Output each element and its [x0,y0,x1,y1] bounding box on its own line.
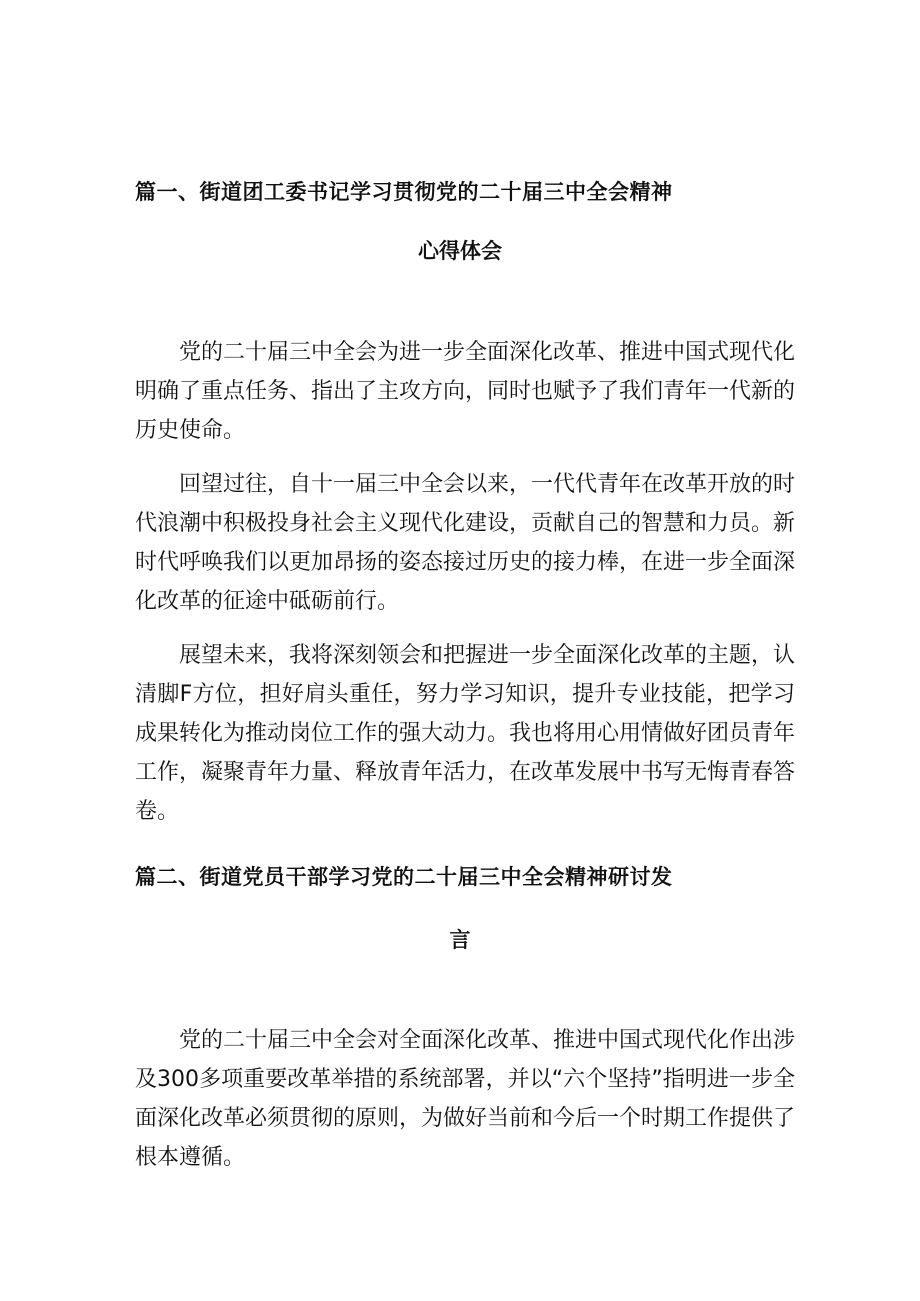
section2-heading: 篇二、街道党员干部学习党的二十届三中全会精神研讨发 [135,865,673,889]
section2-paragraph-1: 党的二十届三中全会对全面深化改革、推进中国式现代化作出涉及300多项重要改革举措的系统部署，并以“六个坚持”指明进一步全面深化改革必须贯彻的原则，为做好当前和今后一个时期工作提供了根本遵循。 [135,1028,796,1170]
section1-paragraph-1: 党的二十届三中全会为进一步全面深化改革、推进中国式现代化明确了重点任务、指出了主攻方向，同时也赋予了我们青年一代新的历史使命。 [135,340,796,443]
section1-heading: 篇一、街道团工委书记学习贯彻党的二十届三中全会精神 [135,180,673,204]
section1-paragraph-3: 展望未来，我将深刻领会和把握进一步全面深化改革的主题，认清脚F方位，担好肩头重任，努力学习知识，提升专业技能，把学习成果转化为推动岗位工作的强大动力。我也将用心用情做好团员青年工作，凝聚青年力量、释放青年活力，在改革发展中书写无悔青春答卷。 [135,643,796,824]
section2-heading-continuation: 言 [449,928,471,952]
section1-heading-continuation: 心得体会 [418,239,502,263]
section1-paragraph-2: 回望过往，自十一届三中全会以来，一代代青年在改革开放的时代浪潮中积极投身社会主义现代化建设，贡献自己的智慧和力员。新时代呼唤我们以更加昂扬的姿态接过历史的接力棒，在进一步全面深化改革的征途中砥砺前行。 [135,472,796,614]
